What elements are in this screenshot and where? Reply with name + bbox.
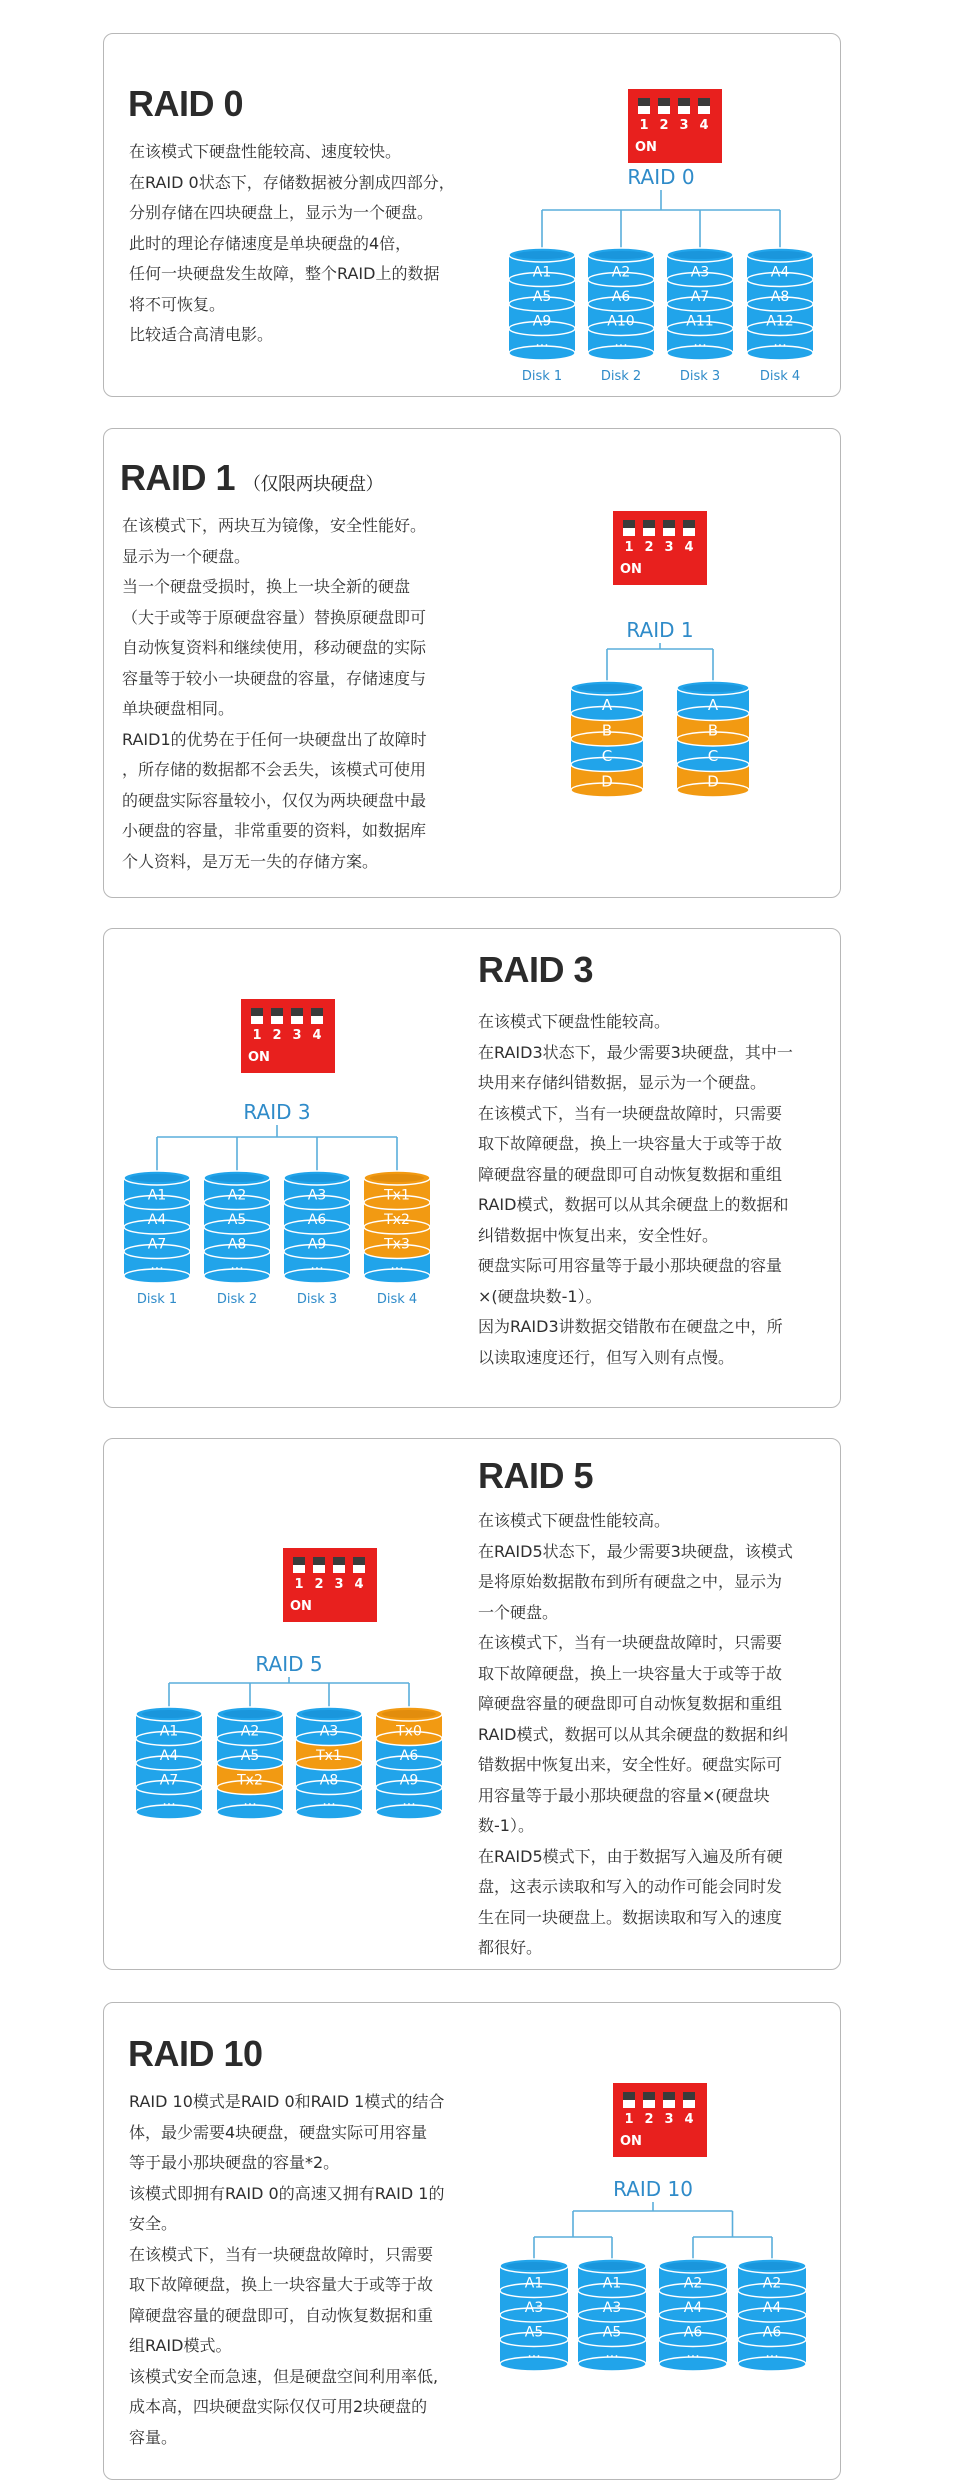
disk-cell-label: B [601,721,613,740]
disk-cell-label: A4 [762,2299,782,2316]
disk-name-label: Disk 3 [679,369,721,384]
raid1-card [103,428,841,898]
disk-cell-label: A8 [770,288,790,305]
raid5-card [103,1438,841,1970]
raid3-line: 在该模式下硬盘性能较高。 [478,1012,671,1031]
raid10-diagram [104,2003,840,2479]
disk-cell-label: B [707,721,719,740]
dip-switch-lever [643,2092,655,2100]
disk-cell-label: A9 [307,1236,327,1253]
disk-cell-label: ··· [230,1260,244,1277]
disk-cell-label: A2 [683,2275,703,2292]
raid5-line: 错数据中恢复出来，安全性好。硬盘实际可 [478,1755,783,1774]
disk-cell-label: A6 [683,2324,703,2341]
dip-switch-on-label: ON [290,1599,312,1614]
disk-cell-label: A3 [690,264,710,281]
disk-cell-label: A2 [611,264,631,281]
raid10-line: 组RAID模式。 [129,2336,232,2355]
disk-icon [500,2259,568,2371]
raid3-diagram [104,929,840,1407]
raid1-line: 在该模式下，两块互为镜像，安全性能好。 [122,516,427,535]
disk-cell-label: ··· [765,2348,779,2365]
raid3-line: 在RAID3状态下，最少需要3块硬盘，其中一 [478,1042,793,1062]
disk-cell-label: ··· [614,337,628,354]
disk-cell-label: A9 [399,1772,419,1789]
raid5-line: 用容量等于最小那块硬盘的容量×(硬盘块 [478,1785,770,1805]
dip-switch-lever [638,98,650,106]
disk-cell-label: ··· [686,2348,700,2365]
disk-cell-label: A2 [240,1723,260,1740]
dip-switch-lever [623,520,635,528]
raid0-line: 在RAID 0状态下，存储数据被分割成四部分， [129,172,455,192]
raid0-line: 分别存储在四块硬盘上，显示为一个硬盘。 [129,203,434,222]
disk-top-shine [577,684,637,692]
raid5-diagram [104,1439,840,1969]
disk-name-label: Disk 1 [136,1292,178,1307]
raid3-line: 在该模式下，当有一块硬盘故障时，只需要 [478,1103,783,1123]
raid3-line: 取下故障硬盘，换上一块容量大于或等于故 [478,1134,783,1153]
dip-switch-lever [663,520,675,528]
dip-switch-lever [663,2092,675,2100]
dip-switch-number: 3 [679,118,689,133]
disk-cell-label: A3 [524,2299,544,2316]
disk-top-shine [683,684,743,692]
raid3-line: 以读取速度还行，但写入则有点慢。 [478,1347,735,1367]
raid1-line: ，所存储的数据都不会丢失，该模式可使用 [122,760,427,779]
disk-cell-label: A4 [147,1211,167,1228]
dip-switch-on-label: ON [620,2134,642,2149]
disk-name-label: Disk 3 [296,1292,338,1307]
raid5-line: RAID模式，数据可以从其余硬盘的数据和纠 [478,1724,789,1744]
dip-switch-number: 1 [624,2112,634,2127]
raid3-line: 障硬盘容量的硬盘即可自动恢复数据和重组 [478,1164,783,1184]
raid10-line: 取下故障硬盘，换上一块容量大于或等于故 [129,2275,434,2294]
raid3-line: 块用来存储纠错数据，显示为一个硬盘。 [478,1073,767,1092]
dip-switch-number: 1 [252,1028,262,1043]
raid0-line: 将不可恢复。 [129,294,226,314]
raid3-line: 硬盘实际可用容量等于最小那块硬盘的容量 [478,1256,783,1275]
raid10-line: 安全。 [129,2214,178,2233]
disk-cell-label: A [707,695,719,714]
raid5-line: 是将原始数据散布到所有硬盘之中，显示为 [478,1572,783,1591]
disk-icon [296,1707,362,1819]
raid1-line: （大于或等于原硬盘容量）替换原硬盘即可 [122,607,427,627]
disk-top-shine [302,1710,356,1718]
disk-top-shine [142,1710,196,1718]
disk-icon [284,1171,350,1307]
disk-name-label: Disk 4 [759,369,801,384]
dip-switch-lever [623,2092,635,2100]
disk-top-shine [515,251,569,259]
disk-cell-label: A4 [159,1747,179,1764]
disk-cell-label: A6 [307,1211,327,1228]
disk-cell-label: Tx0 [396,1723,422,1740]
disk-cell-label: A12 [766,313,794,330]
disk-cell-label: A1 [159,1723,179,1740]
disk-top-shine [382,1710,436,1718]
raid1-line: 小硬盘的容量，非常重要的资料，如数据库 [122,821,427,840]
disk-top-shine [506,2262,562,2270]
disk-icon [364,1171,430,1307]
disk-cell-label: A3 [307,1187,327,1204]
raid-level-label: RAID 0 [627,165,695,189]
disk-cell-label: Tx3 [384,1236,410,1253]
disk-cell-label: A5 [524,2324,544,2341]
disk-cell-label: ··· [773,337,787,354]
disk-cell-label: A8 [319,1772,339,1789]
raid5-line: 盘，这表示读取和写入的动作可能会同时发 [478,1877,783,1896]
disk-cell-label: Tx2 [237,1772,263,1789]
disk-icon [578,2259,646,2371]
dip-switch-lever [353,1557,365,1565]
disk-icon [571,681,643,797]
dip-switch-number: 1 [294,1577,304,1592]
disk-icon [136,1707,202,1819]
raid10-title: RAID 10 [128,2033,263,2074]
dip-switch-number: 4 [684,2112,694,2127]
disk-icon [376,1707,442,1819]
disk-cell-label: A7 [690,288,710,305]
disk-cell-label: A5 [532,288,552,305]
disk-name-label: Disk 4 [376,1292,418,1307]
dip-switch-number: 3 [292,1028,302,1043]
raid10-line: 在该模式下，当有一块硬盘故障时，只需要 [129,2244,434,2264]
raid5-line: 数-1）。 [478,1816,534,1835]
raid1-line: 当一个硬盘受损时，换上一块全新的硬盘 [122,577,411,596]
disk-top-shine [594,251,648,259]
disk-cell-label: A5 [240,1747,260,1764]
disk-name-label: Disk 2 [600,369,642,384]
disk-top-shine [673,251,727,259]
raid10-line: 该模式安全而急速，但是硬盘空间利用率低, [129,2366,439,2386]
raid0-title: RAID 0 [128,83,244,124]
dip-switch-number: 2 [314,1577,324,1592]
dip-switch-icon [613,2083,707,2157]
disk-cell-label: A2 [227,1187,247,1204]
dip-switch-number: 2 [644,2112,654,2127]
disk-cell-label: ··· [605,2348,619,2365]
raid1-diagram [104,429,840,897]
dip-switch-number: 2 [644,540,654,555]
dip-switch-number: 4 [312,1028,322,1043]
disk-top-shine [370,1174,424,1182]
disk-icon [124,1171,190,1307]
disk-cell-label: Tx1 [384,1187,410,1204]
dip-switch-icon [283,1548,377,1622]
raid1-line: 个人资料，是万无一失的存储方案。 [122,851,379,871]
disk-cell-label: A6 [399,1747,419,1764]
raid-level-label: RAID 10 [613,2177,693,2201]
raid1-line: 显示为一个硬盘。 [122,546,251,566]
disk-name-label: Disk 2 [216,1292,258,1307]
disk-cell-label: A5 [227,1211,247,1228]
disk-cell-label: ··· [535,337,549,354]
raid-level-label: RAID 5 [255,1652,323,1676]
disk-icon [738,2259,806,2371]
raid1-line: 自动恢复资料和继续使用，移动硬盘的实际 [122,638,427,657]
disk-icon [659,2259,727,2371]
disk-cell-label: A3 [319,1723,339,1740]
disk-cell-label: ··· [162,1796,176,1813]
disk-cell-label: A1 [524,2275,544,2292]
raid10-line: 体，最少需要4块硬盘，硬盘实际可用容量 [129,2122,428,2142]
raid1-line: RAID1的优势在于任何一块硬盘出了故障时 [122,729,427,749]
raid0-line: 在该模式下硬盘性能较高、速度较快。 [129,142,402,161]
disk-cell-label: A [601,695,613,714]
disk-top-shine [130,1174,184,1182]
disk-top-shine [584,2262,640,2270]
dip-switch-lever [683,2092,695,2100]
disk-cell-label: A3 [602,2299,622,2316]
disk-cell-label: ··· [310,1260,324,1277]
raid10-line: 容量。 [129,2427,178,2447]
disk-cell-label: A4 [683,2299,703,2316]
raid1-subtitle: （仅限两块硬盘） [243,474,384,494]
dip-switch-lever [313,1557,325,1565]
disk-cell-label: A2 [762,2275,782,2292]
raid3-line: 纠错数据中恢复出来，安全性好。 [478,1225,719,1245]
raid10-line: 成本高，四块硬盘实际仅仅可用2块硬盘的 [129,2397,428,2416]
raid5-line: 生在同一块硬盘上。数据读取和写入的速度 [478,1907,783,1927]
disk-cell-label: A8 [227,1236,247,1253]
disk-cell-label: A1 [602,2275,622,2292]
dip-switch-number: 1 [639,118,649,133]
disk-cell-label: C [601,746,613,765]
dip-switch-lever [333,1557,345,1565]
disk-top-shine [744,2262,800,2270]
dip-switch-number: 1 [624,540,634,555]
dip-switch-icon [613,511,707,585]
raid5-line: 取下故障硬盘，换上一块容量大于或等于故 [478,1663,783,1683]
dip-switch-lever [658,98,670,106]
raid5-line: 在该模式下，当有一块硬盘故障时，只需要 [478,1633,783,1652]
disk-cell-label: D [707,772,719,791]
dip-switch-number: 3 [664,2112,674,2127]
disk-cell-label: A1 [147,1187,167,1204]
disk-cell-label: A7 [147,1236,167,1253]
raid5-line: 在RAID5模式下，由于数据写入遍及所有硬 [478,1846,783,1866]
disk-cell-label: ··· [693,337,707,354]
raid5-line: 在该模式下硬盘性能较高。 [478,1511,671,1530]
dip-switch-on-label: ON [620,562,642,577]
dip-switch-on-label: ON [248,1050,270,1065]
disk-cell-label: ··· [390,1260,404,1277]
raid1-line: 单块硬盘相同。 [122,699,235,718]
raid0-line: 此时的理论存储速度是单块硬盘的4倍， [129,233,412,253]
raid0-card [103,33,841,397]
disk-cell-label: A5 [602,2324,622,2341]
disk-icon [204,1171,270,1307]
raid3-line: 因为RAID3讲数据交错散布在硬盘之中，所 [478,1317,783,1336]
disk-top-shine [223,1710,277,1718]
disk-cell-label: C [707,746,719,765]
raid5-line: 在RAID5状态下，最少需要3块硬盘，该模式 [478,1541,793,1561]
raid10-line: 障硬盘容量的硬盘即可，自动恢复数据和重 [129,2305,434,2325]
disk-icon [747,248,813,384]
raid-level-label: RAID 1 [626,618,694,642]
dip-switch-icon [628,89,722,163]
dip-switch-lever [293,1557,305,1565]
raid5-line: 障硬盘容量的硬盘即可自动恢复数据和重组 [478,1694,783,1713]
raid3-title: RAID 3 [478,949,594,990]
raid5-title: RAID 5 [478,1455,594,1496]
raid10-line: 该模式即拥有RAID 0的高速又拥有RAID 1的 [129,2183,445,2203]
raid1-title-text: RAID 1 [120,457,236,498]
dip-switch-lever [291,1008,303,1016]
dip-switch-lever [678,98,690,106]
disk-cell-label: A1 [532,264,552,281]
raid-level-label: RAID 3 [243,1100,311,1124]
disk-icon [677,681,749,797]
disk-cell-label: Tx2 [384,1211,410,1228]
dip-switch-number: 3 [664,540,674,555]
dip-switch-lever [683,520,695,528]
raid10-line: 等于最小那块硬盘的容量*2。 [129,2153,340,2172]
dip-switch-number: 4 [354,1577,364,1592]
raid0-line: 任何一块硬盘发生故障，整个RAID上的数据 [129,264,440,283]
raid0-diagram [104,34,840,396]
disk-cell-label: ··· [243,1796,257,1813]
disk-icon [667,248,733,384]
dip-switch-lever [271,1008,283,1016]
disk-cell-label: A11 [686,313,714,330]
disk-top-shine [290,1174,344,1182]
disk-icon [509,248,575,384]
raid1-line: 容量等于较小一块硬盘的容量，存储速度与 [122,668,427,688]
disk-cell-label: D [601,772,613,791]
disk-cell-label: ··· [322,1796,336,1813]
raid5-line: 都很好。 [478,1938,543,1957]
dip-switch-lever [698,98,710,106]
raid5-line: 一个硬盘。 [478,1602,559,1622]
disk-cell-label: ··· [402,1796,416,1813]
raid10-line: RAID 10模式是RAID 0和RAID 1模式的结合 [129,2092,445,2111]
dip-switch-lever [311,1008,323,1016]
disk-top-shine [753,251,807,259]
disk-top-shine [210,1174,264,1182]
disk-cell-label: A10 [607,313,635,330]
raid0-line: 比较适合高清电影。 [129,325,274,344]
disk-cell-label: A6 [762,2324,782,2341]
disk-cell-label: A7 [159,1772,179,1789]
disk-icon [588,248,654,384]
disk-top-shine [665,2262,721,2270]
dip-switch-icon [241,999,335,1073]
disk-cell-label: A6 [611,288,631,305]
dip-switch-number: 4 [699,118,709,133]
disk-icon [217,1707,283,1819]
dip-switch-number: 4 [684,540,694,555]
raid3-line: RAID模式，数据可以从其余硬盘上的数据和 [478,1195,789,1214]
dip-switch-on-label: ON [635,140,657,155]
disk-name-label: Disk 1 [521,369,563,384]
raid10-card [103,2002,841,2480]
dip-switch-number: 2 [659,118,669,133]
disk-cell-label: A9 [532,313,552,330]
raid3-card [103,928,841,1408]
dip-switch-lever [251,1008,263,1016]
raid3-line: ×(硬盘块数-1）。 [478,1286,602,1306]
raid1-line: 的硬盘实际容量较小，仅仅为两块硬盘中最 [122,790,427,810]
dip-switch-number: 3 [334,1577,344,1592]
dip-switch-number: 2 [272,1028,282,1043]
disk-cell-label: Tx1 [316,1747,342,1764]
disk-cell-label: A4 [770,264,790,281]
disk-cell-label: ··· [150,1260,164,1277]
dip-switch-lever [643,520,655,528]
disk-cell-label: ··· [527,2348,541,2365]
